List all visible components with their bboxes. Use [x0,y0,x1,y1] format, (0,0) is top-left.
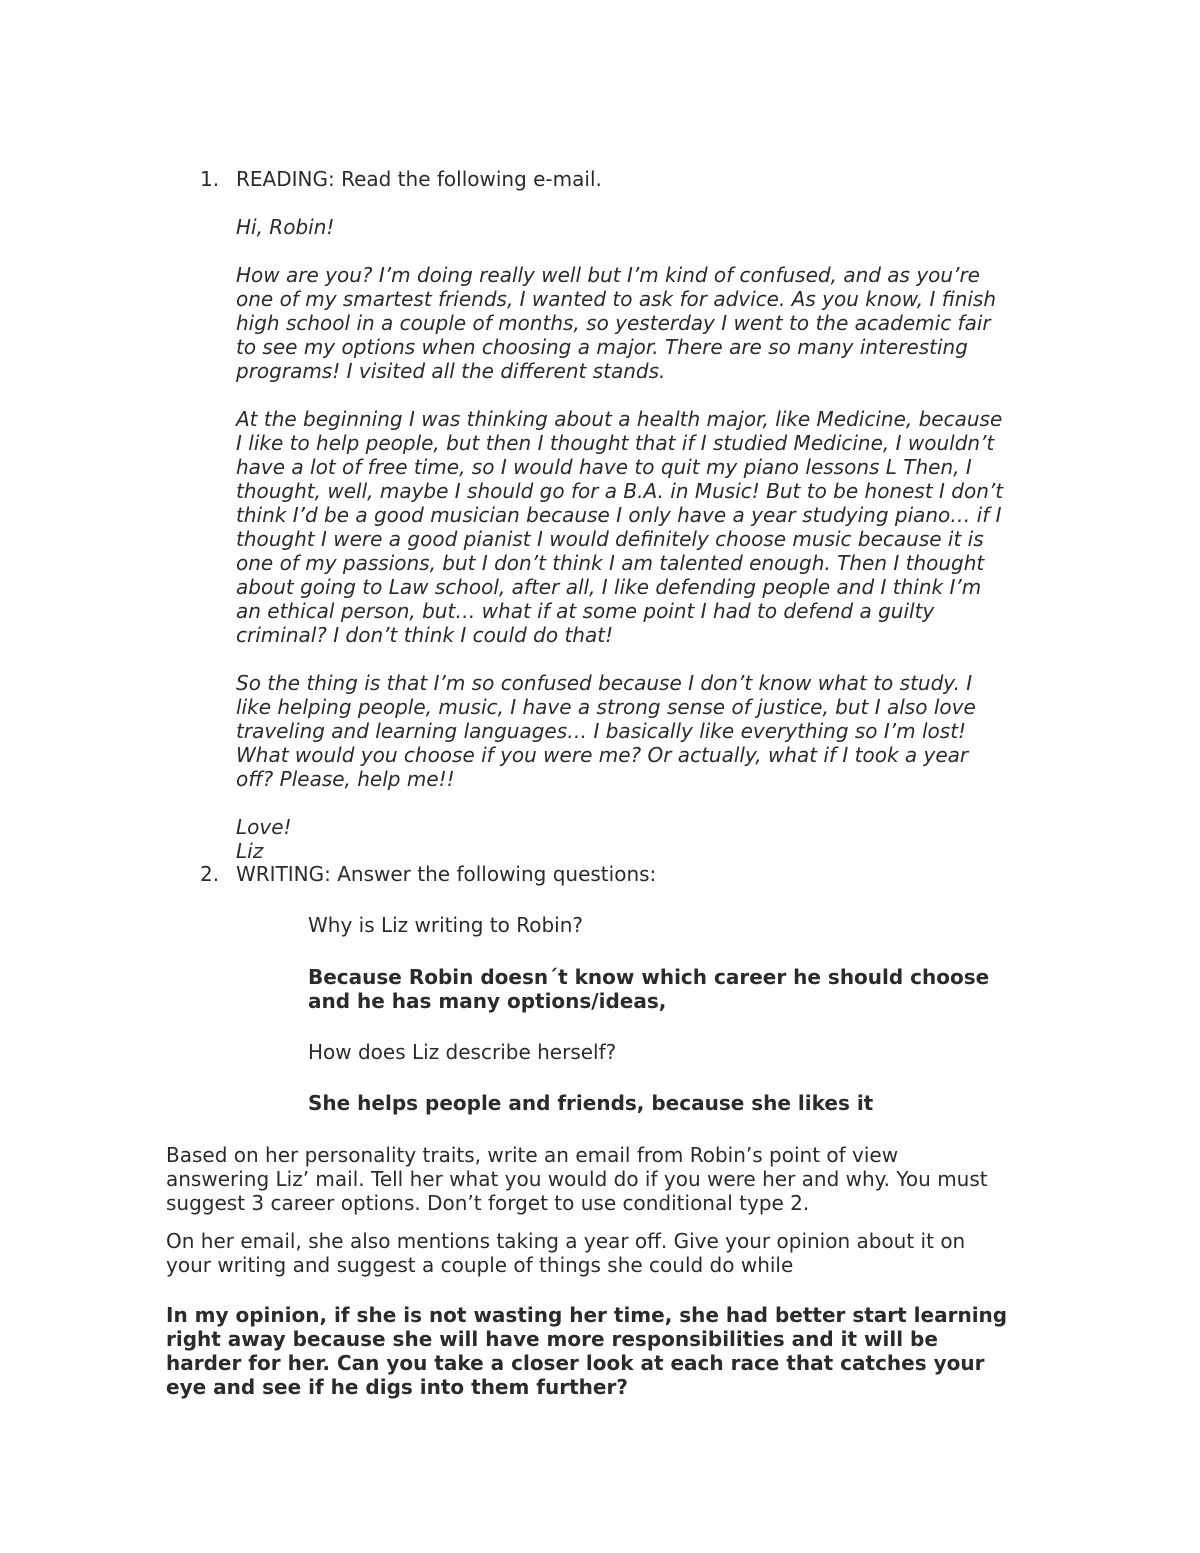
question-2 [308,1040,1048,1064]
question-text: Why is Liz writing to Robin? [308,913,584,937]
answer-1 [308,965,1048,1013]
instruction-paragraph-1 [166,1143,1046,1215]
question-text: How does Liz describe herself? [308,1040,617,1064]
email-line: high school in a couple of months, so yesterday I went to the academic fair [236,311,991,335]
email-line: to see my options when choosing a major. There are so many interesting [236,335,968,359]
final-answer [166,1303,1046,1399]
final-answer-line: eye and see if he digs into them further? [166,1375,628,1399]
final-answer-line: right away because she will have more responsibilities and it will be [166,1327,938,1351]
email-closing: Love! [236,815,292,839]
instruction-line: suggest 3 career options. Don’t forget to use conditional type 2. [166,1191,810,1215]
answer-line: Because Robin doesn´t know which career he should choose [308,965,990,989]
email-line: traveling and learning languages… I basically like everything so I’m lost! [236,719,967,743]
email-body [236,215,1056,863]
email-line: So the thing is that I’m so confused because I don’t know what to study. I [236,671,973,695]
email-line: like helping people, music, I have a strong sense of justice, but I also love [236,695,976,719]
email-line: about going to Law school, after all, I like defending people and I think I’m [236,575,982,599]
answer-line: and he has many options/ideas, [308,989,667,1013]
instruction-line: Based on her personality traits, write an email from Robin’s point of view [166,1143,899,1167]
answer-line: She helps people and friends, because she likes it [308,1091,874,1115]
writing-heading-text: WRITING: Answer the following questions: [236,862,657,886]
final-answer-line: harder for her. Can you take a closer look at each race that catches your [166,1351,985,1375]
email-line: one of my passions, but I don’t think I am talented enough. Then I thought [236,551,985,575]
email-line: programs! I visited all the different stands. [236,359,666,383]
email-greeting: Hi, Robin! [236,215,335,239]
email-line: thought, well, maybe I should go for a B.A. in Music! But to be honest I don’t [236,479,1004,503]
email-line: At the beginning I was thinking about a health major, like Medicine, because [236,407,1003,431]
email-line: an ethical person, but… what if at some point I had to defend a guilty [236,599,935,623]
email-line: What would you choose if you were me? Or actually, what if I took a year [236,743,969,767]
instruction-line: On her email, she also mentions taking a year off. Give your opinion about it on [166,1229,966,1253]
final-answer-line: In my opinion, if she is not wasting her time, she had better start learning [166,1303,1008,1327]
email-line: How are you? I’m doing really well but I’m kind of confused, and as you’re [236,263,980,287]
instruction-paragraph-2 [166,1229,1046,1277]
email-line: criminal? I don’t think I could do that! [236,623,614,647]
email-line: off? Please, help me!! [236,767,455,791]
email-line: I like to help people, but then I thought that if I studied Medicine, I wouldn’t [236,431,995,455]
email-line: have a lot of free time, so I would have to quit my piano lessons L Then, I [236,455,972,479]
email-line: think I’d be a good musician because I only have a year studying piano… if I [236,503,1002,527]
list-number: 1. [200,167,220,191]
instruction-line: your writing and suggest a couple of things she could do while [166,1253,794,1277]
list-number: 2. [200,862,220,886]
email-line: one of my smartest friends, I wanted to ask for advice. As you know, I finish [236,287,997,311]
question-1 [308,913,1048,937]
answer-2 [308,1091,1048,1115]
email-line: thought I were a good pianist I would definitely choose music because it is [236,527,984,551]
reading-heading-text: READING: Read the following e-mail. [236,167,602,191]
instruction-line: answering Liz’ mail. Tell her what you would do if you were her and why. You must [166,1167,988,1191]
email-signature: Liz [236,839,264,863]
